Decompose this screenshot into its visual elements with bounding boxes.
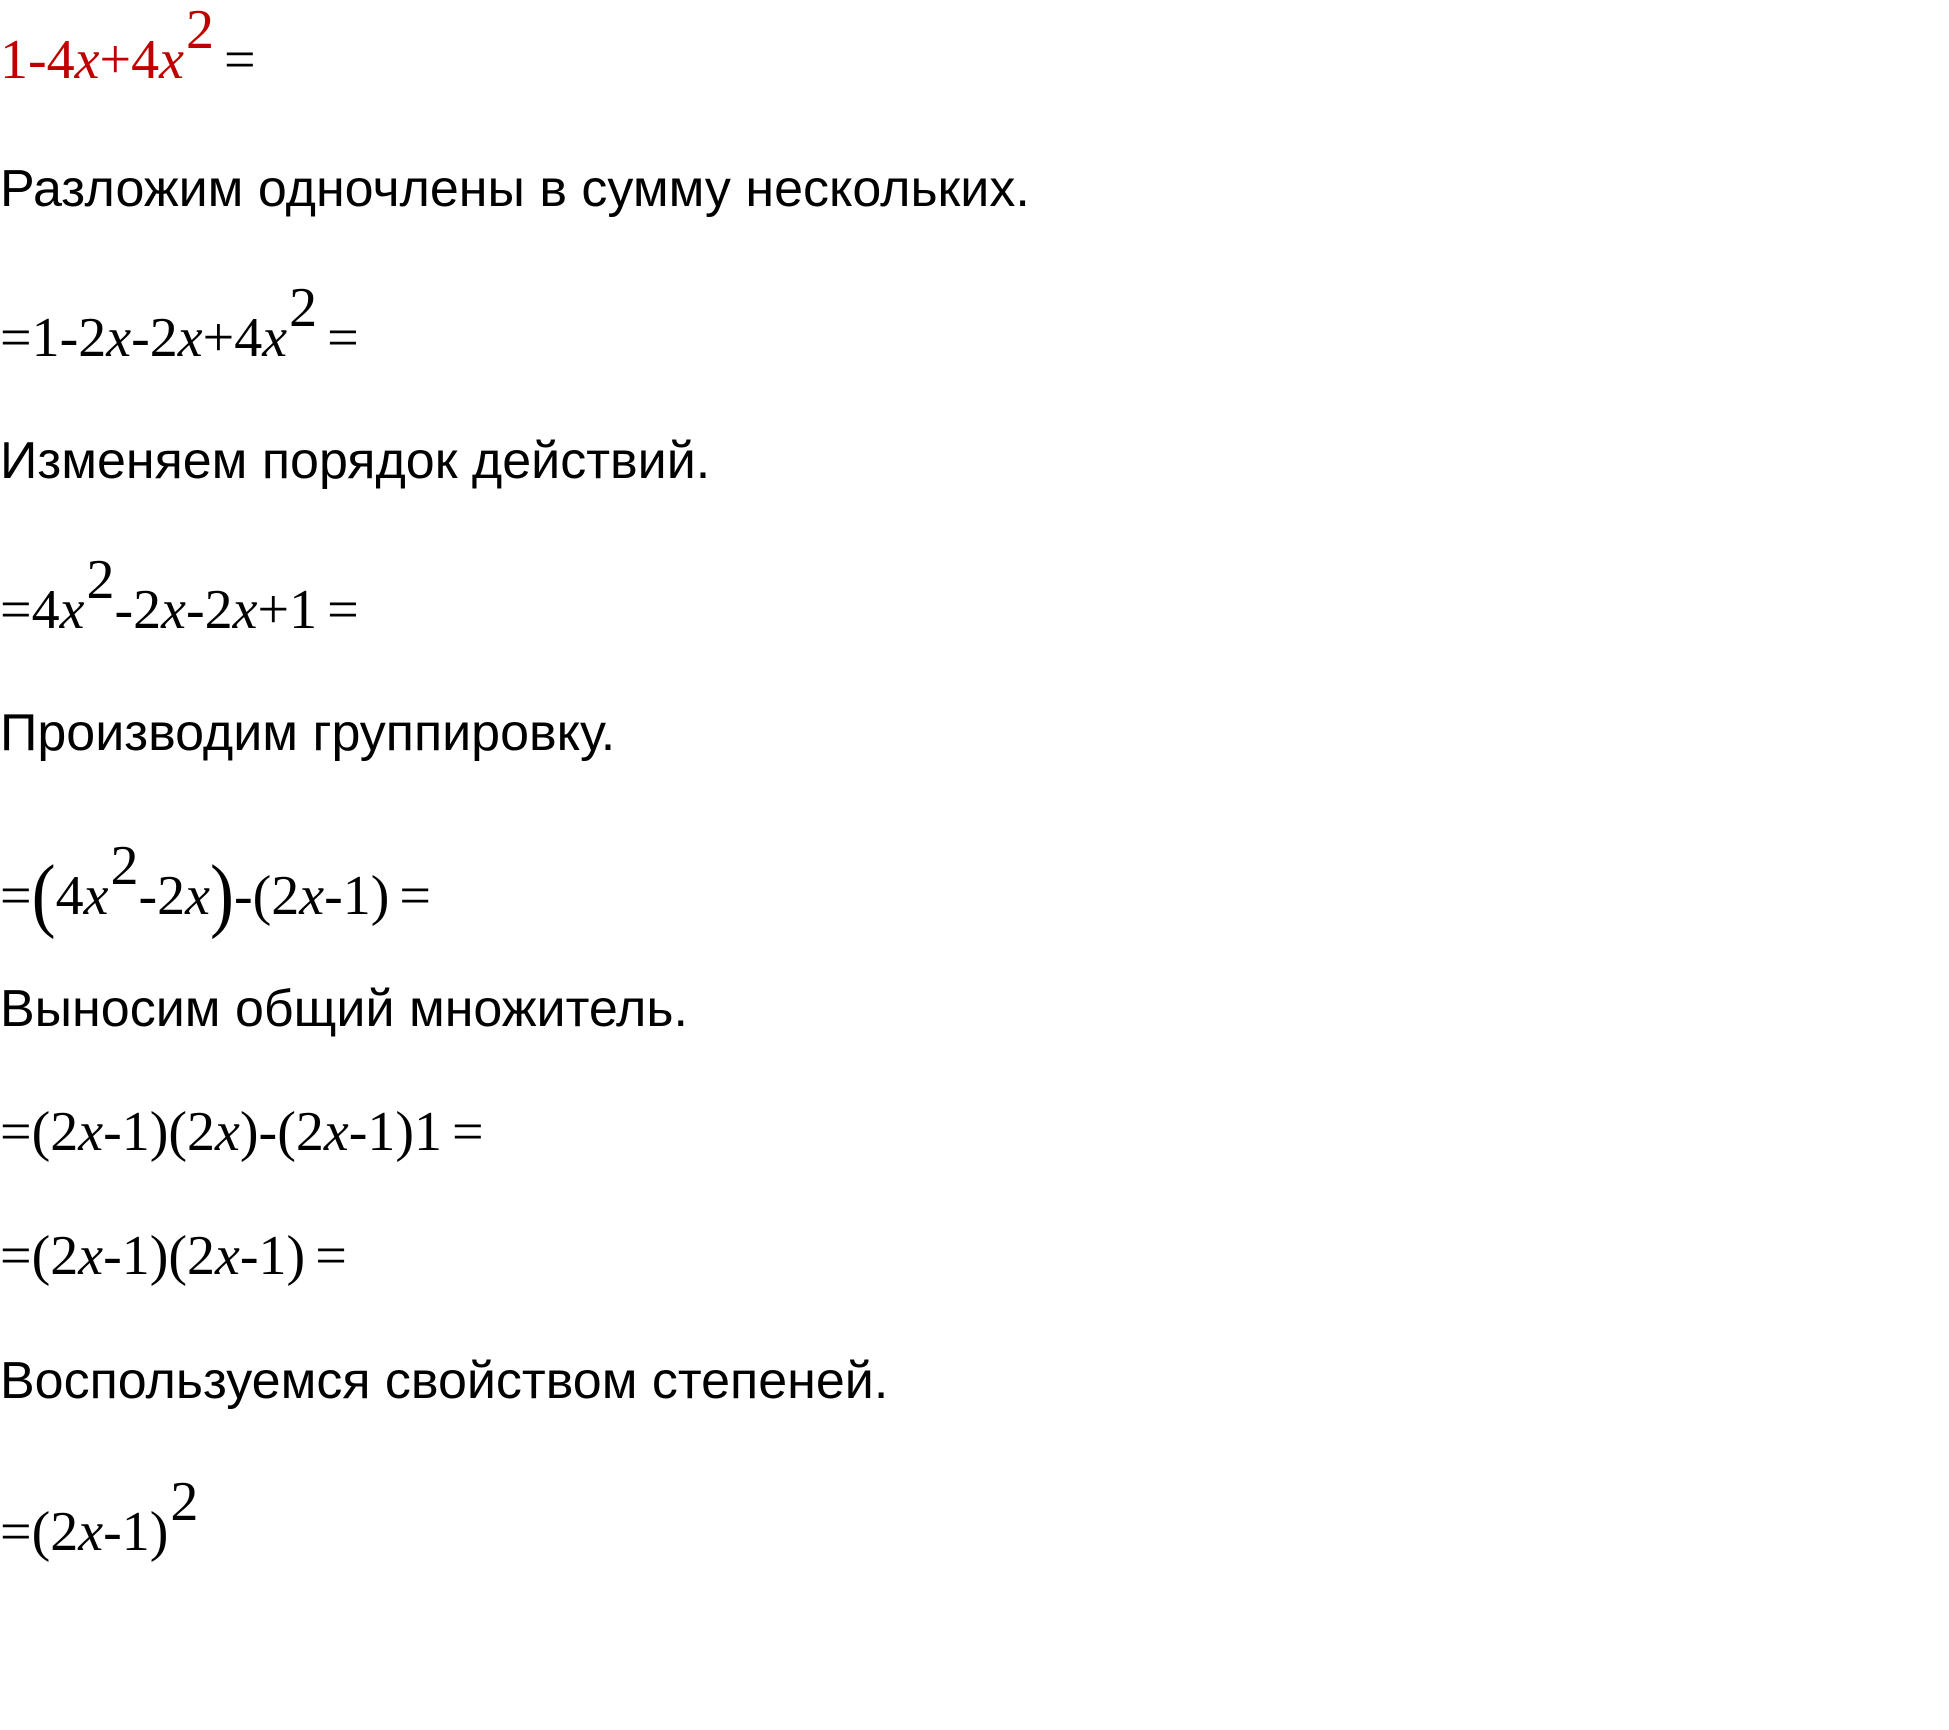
exponent: 2 [86, 549, 115, 611]
expr-part: )-(2 [239, 1101, 324, 1163]
final-result [0, 1471, 199, 1563]
exponent: 2 [170, 1471, 199, 1533]
variable-x: x [159, 29, 184, 91]
variable-x: x [59, 579, 85, 641]
expr-part: -1) [103, 1501, 169, 1563]
exponent: 2 [289, 277, 318, 339]
expr-part: =(2 [0, 1501, 79, 1563]
expr-part: -1) [324, 865, 390, 927]
expr-part: -1)(2 [103, 1101, 216, 1163]
variable-x: x [215, 1101, 240, 1163]
step-explanation: Изменяем порядок действий. [0, 432, 711, 490]
expr-part: =4 [0, 579, 60, 641]
variable-x: x [106, 307, 132, 369]
expr-part: -1) [239, 1225, 306, 1287]
variable-x: x [83, 865, 109, 927]
variable-x: x [78, 1501, 104, 1563]
expression-factor-out [0, 1101, 484, 1163]
open-paren: ( [31, 848, 56, 940]
expr-part: -2 [138, 865, 186, 927]
equals-sign: = [327, 307, 359, 369]
variable-x: x [299, 865, 325, 927]
variable-x: x [78, 1225, 104, 1287]
expr-part: -2 [185, 579, 233, 641]
step-explanation: Производим группировку. [0, 704, 616, 762]
expression-product [0, 1225, 347, 1287]
step-explanation: Воспользуемся свойством степеней. [0, 1352, 889, 1410]
expr-part: =(2 [0, 1101, 79, 1163]
expr-part: 1-4 [0, 29, 75, 91]
variable-x: x [78, 1101, 104, 1163]
expr-part: +4 [202, 307, 263, 369]
expr-part: -1)(2 [103, 1225, 216, 1287]
exponent: 2 [185, 0, 214, 61]
equals-sign: = [223, 29, 256, 91]
expr-part: =(2 [0, 1225, 79, 1287]
variable-x: x [323, 1101, 349, 1163]
expression-split [0, 277, 359, 369]
variable-x: x [215, 1225, 240, 1287]
variable-x: x [177, 307, 203, 369]
variable-x: x [161, 579, 186, 641]
expr-part: -(2 [233, 865, 300, 927]
expr-part: +1 [257, 579, 318, 641]
expr-part: =1-2 [0, 307, 107, 369]
equals-sign: = [399, 865, 431, 927]
close-paren: ) [209, 848, 234, 940]
equals-sign: = [452, 1101, 484, 1163]
variable-x: x [185, 865, 210, 927]
expr-part: +4 [99, 29, 160, 91]
expr-part: -2 [131, 307, 178, 369]
expr-part: 4 [55, 865, 84, 927]
step-explanation: Разложим одночлены в сумму нескольких. [0, 160, 1030, 218]
expr-part: -2 [114, 579, 162, 641]
expr-part: = [0, 865, 32, 927]
equals-sign: = [315, 1225, 347, 1287]
variable-x: x [262, 307, 288, 369]
variable-x: x [232, 579, 258, 641]
exponent: 2 [110, 835, 139, 897]
equals-sign: = [327, 579, 359, 641]
variable-x: x [74, 29, 100, 91]
expr-part: -1)1 [348, 1101, 443, 1163]
step-explanation: Выносим общий множитель. [0, 980, 688, 1038]
initial-expression [0, 0, 256, 91]
expression-grouped [0, 835, 431, 940]
expression-reordered [0, 549, 359, 641]
